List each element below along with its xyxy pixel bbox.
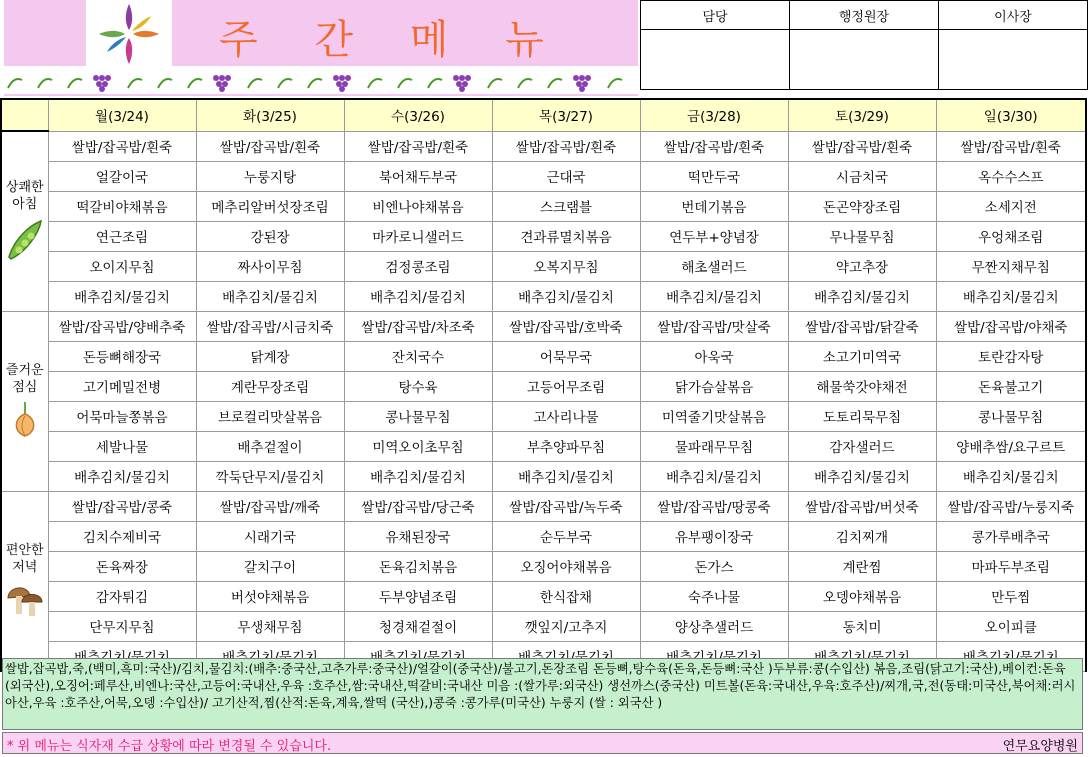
menu-cell: 돈가스	[640, 551, 788, 581]
menu-cell: 해물쑥갓야채전	[788, 371, 936, 401]
menu-row	[1, 461, 1086, 491]
menu-cell: 돈곤약장조림	[788, 191, 936, 221]
menu-cell: 배추김치/물김치	[196, 281, 344, 311]
menu-cell: 아욱국	[640, 341, 788, 371]
menu-cell: 김치수제비국	[48, 521, 196, 551]
menu-cell: 배추김치/물김치	[344, 281, 492, 311]
menu-cell: 근대국	[492, 161, 640, 191]
menu-cell: 순두부국	[492, 521, 640, 551]
menu-cell: 스크램블	[492, 191, 640, 221]
menu-cell: 만두찜	[936, 581, 1086, 611]
menu-cell: 무나물무침	[788, 221, 936, 251]
approval-header-chairman: 이사장	[939, 1, 1088, 30]
weekly-menu-table	[0, 98, 1087, 672]
menu-cell: 물파래무무침	[640, 431, 788, 461]
menu-cell: 돈육짜장	[48, 551, 196, 581]
menu-cell: 배추김치/물김치	[788, 461, 936, 491]
menu-cell: 쌀밥/잡곡밥/당근죽	[344, 491, 492, 521]
approval-header-staff: 담당	[641, 1, 790, 30]
menu-cell: 감자샐러드	[788, 431, 936, 461]
page-title: 주 간 메 뉴	[219, 17, 566, 63]
menu-cell: 떡만두국	[640, 161, 788, 191]
menu-row	[1, 401, 1086, 431]
menu-cell: 고기메밀전병	[48, 371, 196, 401]
origin-info: 쌀밥,잡곡밥,죽,(백미,흑미:국산)/김치,물김치:(배추:중국산,고추가루:중국산)/얼갈이(중국산)/불고기,돈장조림 돈등뼈,탕수육(돈육,돈등뼈:국산 )두부류:콩(수입산) 볶음,조림(닭고기:국산),베이컨:돈육(외국산),오징어:페루산,비엔나:국산,고등어:국내산,우육 :호주산,쌈:국내산,떡갈비:국내산 미음 :(쌀가루:외국산) 생선까스(중국산) 미트볼(돈육:국내산,우육:호주산)/찌개,국,전(동태:미국산,북어채:러시아산,우육 :호주산,어묵,오뎅 :수입산)/ 고기산적,찜(산적:돈육,계육,쌀떡 (국산),)콩죽 :콩가루(미국산) 누룽지 (쌀 : 외국산 )	[2, 658, 1083, 730]
menu-cell: 배추김치/물김치	[492, 281, 640, 311]
menu-cell: 양상추샐러드	[640, 611, 788, 641]
menu-cell: 콩나물무침	[936, 401, 1086, 431]
menu-cell: 연근조림	[48, 221, 196, 251]
menu-row	[1, 341, 1086, 371]
menu-cell: 버섯야채볶음	[196, 581, 344, 611]
menu-row	[1, 611, 1086, 641]
menu-row	[1, 161, 1086, 191]
menu-cell: 연두부+양념장	[640, 221, 788, 251]
menu-cell: 무짠지채무침	[936, 251, 1086, 281]
change-notice: * 위 메뉴는 식자재 수급 상황에 따라 변경될 수 있습니다.	[7, 739, 332, 754]
menu-cell: 북어채두부국	[344, 161, 492, 191]
onion-icon	[2, 400, 48, 440]
menu-cell: 옥수수스프	[936, 161, 1086, 191]
flower-logo-icon	[86, 0, 172, 68]
menu-cell: 쌀밥/잡곡밥/흰죽	[48, 131, 196, 161]
menu-cell: 오이피클	[936, 611, 1086, 641]
meal-label-line: 점심	[12, 380, 38, 395]
menu-cell: 쌀밥/잡곡밥/호박죽	[492, 311, 640, 341]
menu-row	[1, 521, 1086, 551]
menu-cell: 유채된장국	[344, 521, 492, 551]
menu-cell: 쌀밥/잡곡밥/양배추죽	[48, 311, 196, 341]
meal-label	[1, 491, 48, 671]
menu-cell: 깍둑단무지/물김치	[196, 461, 344, 491]
menu-cell: 동치미	[788, 611, 936, 641]
menu-cell: 배추겉절이	[196, 431, 344, 461]
menu-cell: 깻잎지/고추지	[492, 611, 640, 641]
menu-cell: 검정콩조림	[344, 251, 492, 281]
menu-cell: 닭가슴살볶음	[640, 371, 788, 401]
menu-cell: 시래기국	[196, 521, 344, 551]
approval-sign-chairman[interactable]	[939, 30, 1088, 90]
menu-cell: 도토리묵무침	[788, 401, 936, 431]
menu-cell: 배추김치/물김치	[640, 461, 788, 491]
menu-cell: 마카로니샐러드	[344, 221, 492, 251]
day-header-row	[1, 99, 1086, 131]
menu-cell: 쌀밥/잡곡밥/누룽지죽	[936, 491, 1086, 521]
menu-cell: 오복지무침	[492, 251, 640, 281]
menu-cell: 돈육불고기	[936, 371, 1086, 401]
menu-cell: 단무지무침	[48, 611, 196, 641]
menu-cell: 계란찜	[788, 551, 936, 581]
day-header: 화(3/25)	[196, 99, 344, 131]
menu-cell: 배추김치/물김치	[48, 281, 196, 311]
menu-cell: 번데기볶음	[640, 191, 788, 221]
menu-cell: 쌀밥/잡곡밥/흰죽	[936, 131, 1086, 161]
menu-cell: 어묵무국	[492, 341, 640, 371]
menu-cell: 돈등뼈해장국	[48, 341, 196, 371]
menu-cell: 쌀밥/잡곡밥/콩죽	[48, 491, 196, 521]
menu-cell: 쌀밥/잡곡밥/흰죽	[640, 131, 788, 161]
menu-cell: 소고기미역국	[788, 341, 936, 371]
menu-row	[1, 311, 1086, 341]
menu-cell: 부추양파무침	[492, 431, 640, 461]
menu-cell: 미역오이초무침	[344, 431, 492, 461]
menu-row	[1, 581, 1086, 611]
menu-cell: 갈치구이	[196, 551, 344, 581]
menu-cell: 배추김치/물김치	[344, 461, 492, 491]
menu-cell: 한식잡채	[492, 581, 640, 611]
menu-cell: 얼갈이국	[48, 161, 196, 191]
menu-cell: 시금치국	[788, 161, 936, 191]
menu-cell: 짜사이무침	[196, 251, 344, 281]
hospital-logo	[86, 0, 172, 68]
approval-header-director: 행정원장	[790, 1, 939, 30]
day-header: 금(3/28)	[640, 99, 788, 131]
menu-cell: 쌀밥/잡곡밥/녹두죽	[492, 491, 640, 521]
grape-vine-icon	[4, 66, 638, 94]
meal-label-line: 즐거운	[5, 363, 44, 378]
menu-cell: 계란무장조림	[196, 371, 344, 401]
menu-cell: 탕수육	[344, 371, 492, 401]
menu-cell: 어묵마늘쫑볶음	[48, 401, 196, 431]
meal-label-line: 편안한	[5, 543, 44, 558]
day-header: 목(3/27)	[492, 99, 640, 131]
menu-cell: 배추김치/물김치	[48, 461, 196, 491]
menu-row	[1, 221, 1086, 251]
menu-cell: 쌀밥/잡곡밥/흰죽	[788, 131, 936, 161]
menu-cell: 해초샐러드	[640, 251, 788, 281]
menu-cell: 무생채무침	[196, 611, 344, 641]
day-header: 월(3/24)	[48, 99, 196, 131]
menu-cell: 잔치국수	[344, 341, 492, 371]
menu-cell: 쌀밥/잡곡밥/흰죽	[492, 131, 640, 161]
menu-cell: 고등어무조림	[492, 371, 640, 401]
menu-cell: 배추김치/물김치	[936, 461, 1086, 491]
menu-cell: 쌀밥/잡곡밥/흰죽	[344, 131, 492, 161]
menu-cell: 강된장	[196, 221, 344, 251]
menu-cell: 미역줄기맛살볶음	[640, 401, 788, 431]
menu-cell: 견과류멸치볶음	[492, 221, 640, 251]
menu-row	[1, 371, 1086, 401]
menu-cell: 세발나물	[48, 431, 196, 461]
menu-row	[1, 251, 1086, 281]
menu-row	[1, 491, 1086, 521]
menu-row	[1, 551, 1086, 581]
approval-sign-director[interactable]	[790, 30, 939, 90]
menu-cell: 약고추장	[788, 251, 936, 281]
menu-cell: 닭계장	[196, 341, 344, 371]
menu-cell: 쌀밥/잡곡밥/땅콩죽	[640, 491, 788, 521]
menu-cell: 돈육김치볶음	[344, 551, 492, 581]
menu-row	[1, 191, 1086, 221]
menu-cell: 쌀밥/잡곡밥/버섯죽	[788, 491, 936, 521]
corner-cell	[1, 99, 48, 131]
meal-label-line: 아침	[12, 197, 38, 213]
hospital-name: 연무요양병원	[1002, 739, 1078, 754]
vine-decoration	[4, 66, 638, 94]
day-header: 수(3/26)	[344, 99, 492, 131]
meal-label	[1, 311, 48, 491]
menu-cell: 두부양념조림	[344, 581, 492, 611]
menu-cell: 콩가루배추국	[936, 521, 1086, 551]
menu-cell: 쌀밥/잡곡밥/닭갈죽	[788, 311, 936, 341]
menu-cell: 마파두부조림	[936, 551, 1086, 581]
menu-cell: 쌀밥/잡곡밥/맛살죽	[640, 311, 788, 341]
menu-cell: 양배추쌈/요구르트	[936, 431, 1086, 461]
menu-cell: 비엔나야채볶음	[344, 191, 492, 221]
menu-row	[1, 431, 1086, 461]
menu-cell: 김치찌개	[788, 521, 936, 551]
approval-sign-staff[interactable]	[641, 30, 790, 90]
meal-label-line: 상쾌한	[5, 180, 44, 196]
day-header: 일(3/30)	[936, 99, 1086, 131]
menu-cell: 토란감자탕	[936, 341, 1086, 371]
menu-cell: 쌀밥/잡곡밥/흰죽	[196, 131, 344, 161]
menu-cell: 쌀밥/잡곡밥/시금치죽	[196, 311, 344, 341]
approval-table	[640, 0, 1088, 90]
menu-cell: 유부팽이장국	[640, 521, 788, 551]
menu-cell: 누룽지탕	[196, 161, 344, 191]
menu-cell: 감자튀김	[48, 581, 196, 611]
menu-row	[1, 281, 1086, 311]
menu-cell: 메추리알버섯장조림	[196, 191, 344, 221]
day-header: 토(3/29)	[788, 99, 936, 131]
pea-pod-icon	[2, 217, 48, 263]
menu-cell: 콩나물무침	[344, 401, 492, 431]
menu-cell: 배추김치/물김치	[788, 281, 936, 311]
menu-cell: 청경채겉절이	[344, 611, 492, 641]
menu-row	[1, 131, 1086, 161]
menu-cell: 배추김치/물김치	[936, 281, 1086, 311]
menu-cell: 쌀밥/잡곡밥/야채죽	[936, 311, 1086, 341]
menu-cell: 숙주나물	[640, 581, 788, 611]
menu-cell: 쌀밥/잡곡밥/차조죽	[344, 311, 492, 341]
menu-cell: 배추김치/물김치	[492, 461, 640, 491]
menu-cell: 오이지무침	[48, 251, 196, 281]
title-banner	[4, 0, 638, 96]
menu-cell: 오뎅야채볶음	[788, 581, 936, 611]
meal-label	[1, 131, 48, 311]
menu-cell: 떡갈비야채볶음	[48, 191, 196, 221]
footer-bar	[2, 732, 1083, 754]
menu-cell: 고사리나물	[492, 401, 640, 431]
menu-cell: 소세지전	[936, 191, 1086, 221]
mushroom-icon	[2, 580, 48, 620]
menu-cell: 오징어야채볶음	[492, 551, 640, 581]
menu-cell: 우엉채조림	[936, 221, 1086, 251]
menu-cell: 배추김치/물김치	[640, 281, 788, 311]
menu-cell: 쌀밥/잡곡밥/깨죽	[196, 491, 344, 521]
meal-label-line: 저녁	[12, 560, 38, 575]
menu-cell: 브로컬리맛살볶음	[196, 401, 344, 431]
